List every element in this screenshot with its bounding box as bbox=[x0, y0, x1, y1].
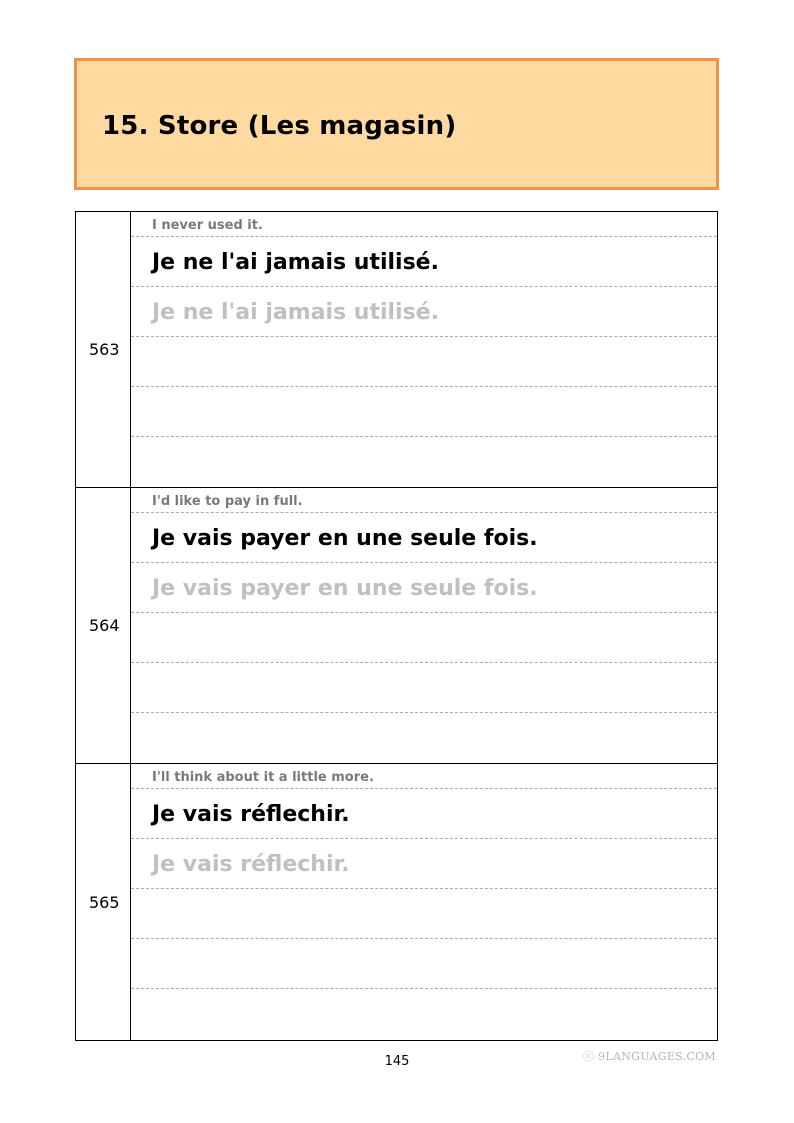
copyright-notice: ⓒ 9LANGUAGES.COM bbox=[583, 1050, 716, 1063]
writing-lines bbox=[131, 764, 717, 1040]
writing-lines bbox=[131, 488, 717, 763]
writing-lines bbox=[131, 212, 717, 487]
blank-writing-line bbox=[131, 989, 717, 1039]
entry-number: 563 bbox=[76, 212, 131, 487]
blank-writing-line bbox=[131, 437, 717, 487]
practice-entry bbox=[76, 212, 717, 488]
blank-writing-line bbox=[131, 713, 717, 763]
blank-writing-line bbox=[131, 889, 717, 939]
practice-entry bbox=[76, 488, 717, 764]
blank-writing-line bbox=[131, 663, 717, 713]
page-number: 145 bbox=[384, 1054, 410, 1069]
trace-sentence: Je vais payer en une seule fois. bbox=[131, 563, 717, 613]
practice-sheet bbox=[75, 211, 718, 1041]
english-sentence: I'll think about it a little more. bbox=[131, 764, 717, 789]
french-sentence: Je ne l'ai jamais utilisé. bbox=[131, 237, 717, 287]
blank-writing-line bbox=[131, 613, 717, 663]
english-sentence: I never used it. bbox=[131, 212, 717, 237]
trace-sentence: Je vais réflechir. bbox=[131, 839, 717, 889]
french-sentence: Je vais réflechir. bbox=[131, 789, 717, 839]
blank-writing-line bbox=[131, 939, 717, 989]
blank-writing-line bbox=[131, 387, 717, 437]
english-sentence: I'd like to pay in full. bbox=[131, 488, 717, 513]
trace-sentence: Je ne l'ai jamais utilisé. bbox=[131, 287, 717, 337]
chapter-header bbox=[74, 58, 719, 190]
blank-writing-line bbox=[131, 337, 717, 387]
entry-number: 564 bbox=[76, 488, 131, 763]
french-sentence: Je vais payer en une seule fois. bbox=[131, 513, 717, 563]
entry-number: 565 bbox=[76, 764, 131, 1040]
practice-entry bbox=[76, 764, 717, 1041]
chapter-title: 15. Store (Les magasin) bbox=[102, 111, 457, 141]
